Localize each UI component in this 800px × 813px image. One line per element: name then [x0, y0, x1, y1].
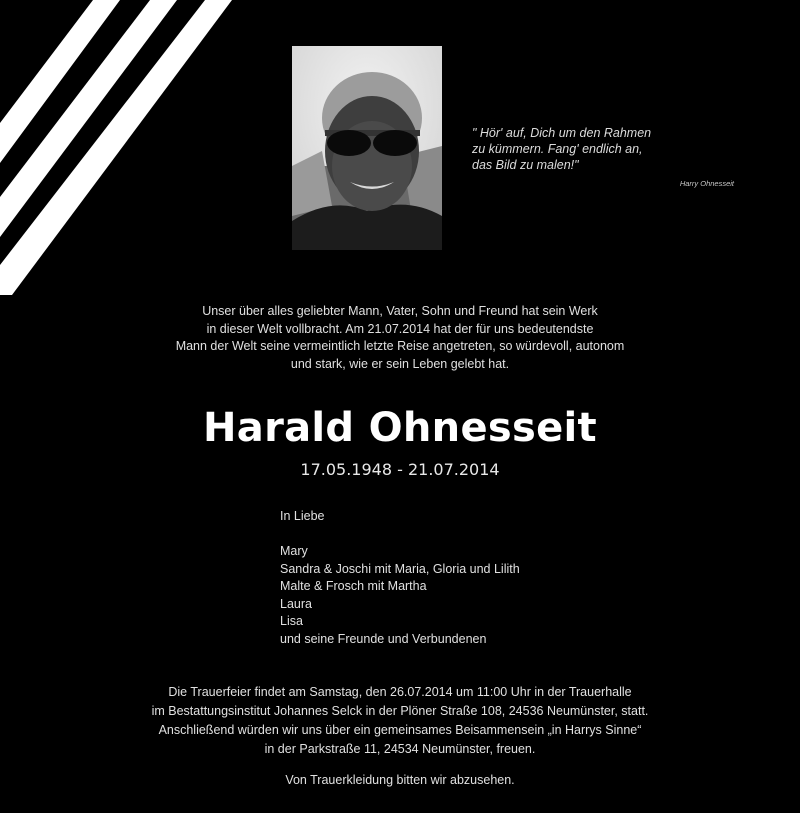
- quote-line: zu kümmern. Fang' endlich an,: [472, 142, 643, 156]
- deceased-name: Harald Ohnesseit: [203, 405, 597, 451]
- quote-line: " Hör' auf, Dich um den Rahmen: [472, 126, 652, 140]
- intro-line: Unser über alles geliebter Mann, Vater, Sohn und Freund hat sein Werk: [202, 304, 598, 318]
- mourner-name: und seine Freunde und Verbundenen: [280, 631, 487, 646]
- mourning-stripes-icon: [0, 0, 240, 295]
- life-dates: 17.05.1948 - 21.07.2014: [300, 460, 500, 479]
- spacer: [280, 526, 520, 544]
- ceremony-line: Anschließend würden wir uns über ein gemeinsames Beisammensein „in Harrys Sinne“: [158, 723, 642, 737]
- intro-text: [0, 303, 800, 373]
- ceremony-line: im Bestattungsinstitut Johannes Selck in der Plöner Straße 108, 24536 Neumünster, statt.: [151, 704, 649, 718]
- intro-line: Mann der Welt seine vermeintlich letzte Reise angetreten, so würdevoll, autonom: [175, 339, 625, 353]
- mourners-heading: In Liebe: [280, 509, 325, 523]
- mourner-name: Mary: [280, 544, 308, 558]
- portrait-photo: [292, 46, 442, 250]
- ceremony-line: Die Trauerfeier findet am Samstag, den 26.07.2014 um 11:00 Uhr in der Trauerhalle: [168, 685, 632, 699]
- quote-author: Harry Ohnesseit: [679, 179, 734, 188]
- ceremony-details: [0, 683, 800, 759]
- mourner-name: Sandra & Joschi mit Maria, Gloria und Lilith: [280, 561, 520, 576]
- intro-line: in dieser Welt vollbracht. Am 21.07.2014 hat der für uns bedeutendste: [206, 321, 594, 336]
- portrait-image: [292, 46, 442, 250]
- mourner-name: Malte & Frosch mit Martha: [280, 579, 427, 593]
- memorial-quote: [472, 125, 742, 192]
- dress-code-note: Von Trauerkleidung bitten wir abzusehen.: [285, 773, 515, 787]
- mourners-list: [280, 508, 520, 648]
- intro-line: und stark, wie er sein Leben gelebt hat.: [290, 356, 510, 371]
- mourner-name: Lisa: [280, 614, 303, 628]
- mourner-name: Laura: [280, 596, 312, 611]
- ceremony-line: in der Parkstraße 11, 24534 Neumünster, freuen.: [264, 742, 536, 756]
- quote-line: das Bild zu malen!": [472, 158, 579, 172]
